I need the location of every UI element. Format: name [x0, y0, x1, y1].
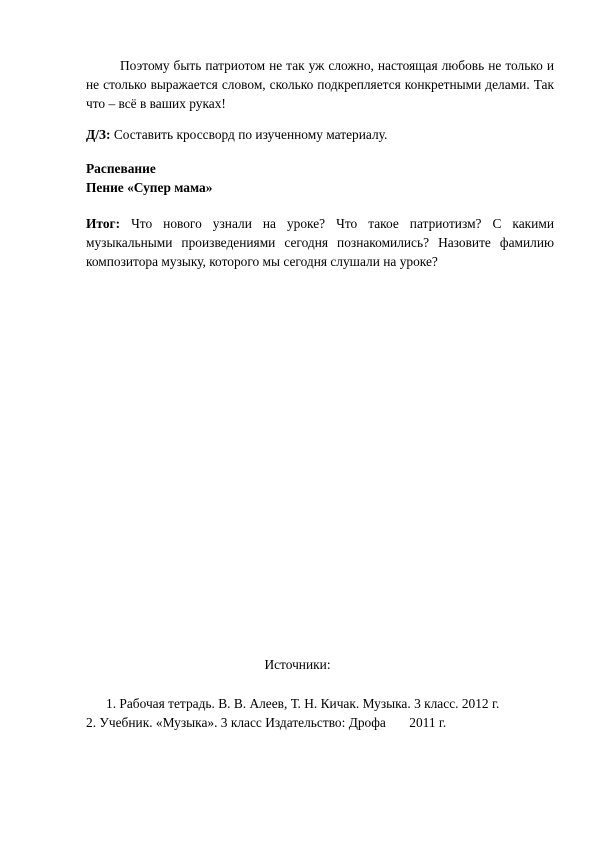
source-item: 1. Рабочая тетрадь. В. В. Алеев, Т. Н. Кичак. Музыка. 3 класс. 2012 г.	[106, 696, 500, 711]
source-item: 2. Учебник. «Музыка». 3 класс Издательство: Дрофа 2011 г.	[86, 715, 447, 730]
patriotism-paragraph: Поэтому быть патриотом не так уж сложно, настоящая любовь не только и не столько выражается словом, сколько подкрепляется конкретными делами. Так что – всё в ваших руках!	[86, 58, 554, 111]
homework-text: Составить кроссворд по изученному материалу.	[110, 127, 388, 142]
homework-label: Д/З:	[86, 127, 111, 142]
warmup-heading: Распевание	[86, 161, 156, 176]
sources-title: Источники:	[264, 657, 331, 672]
summary-label: Итог:	[86, 216, 121, 231]
summary-text: Что нового узнали на уроке? Что такое патриотизм? С какими музыкальными произведениями сегодня познакомились? Назовите фамилию композитора музыку, которого мы сегодня слушали на уроке?	[86, 216, 554, 269]
singing-heading: Пение «Супер мама»	[86, 180, 213, 195]
summary-paragraph	[86, 214, 554, 271]
homework-line	[86, 125, 554, 144]
